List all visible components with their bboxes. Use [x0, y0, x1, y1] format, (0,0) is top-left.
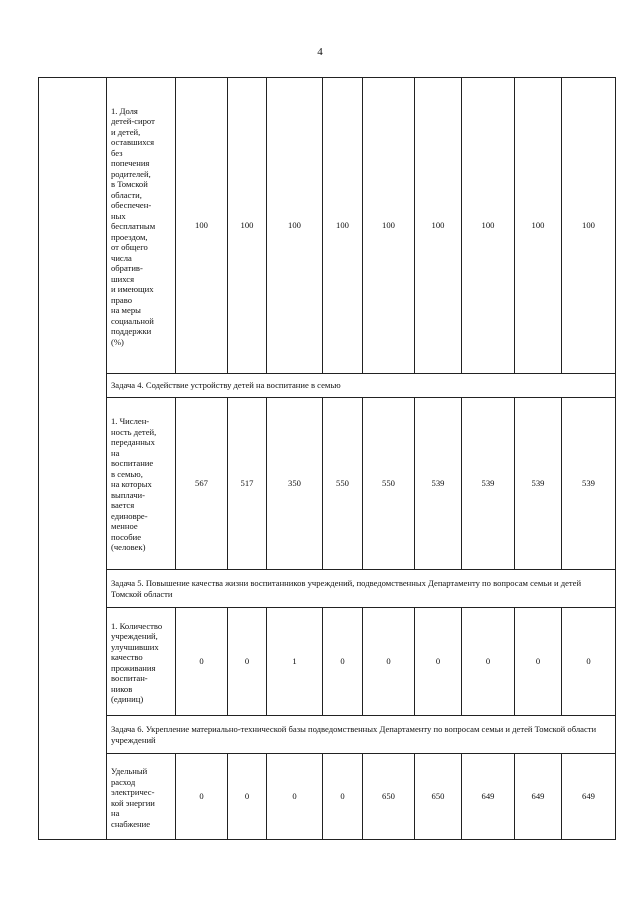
value-cell: 0: [323, 754, 363, 840]
task-heading: Задача 4. Содействие устройству детей на воспитание в семью: [107, 374, 616, 398]
value-cell: 650: [363, 754, 415, 840]
value-cell: 1: [267, 608, 323, 716]
task-row: [39, 570, 616, 608]
value-cell: 649: [462, 754, 515, 840]
value-cell: 567: [176, 398, 228, 570]
value-cell: 100: [415, 78, 462, 374]
value-cell: 100: [462, 78, 515, 374]
value-cell: 650: [415, 754, 462, 840]
value-cell: 550: [323, 398, 363, 570]
value-cell: 0: [562, 608, 616, 716]
indicator-label: 1. Количество учреждений, улучшивших качество проживания воспитан- ников (единиц): [107, 608, 176, 716]
indicator-label: 1. Числен- ность детей, переданных на воспитание в семью, на которых выплачи- вается единовре- менное пособие (человек): [107, 398, 176, 570]
value-cell: 350: [267, 398, 323, 570]
value-cell: 0: [267, 754, 323, 840]
value-cell: 0: [462, 608, 515, 716]
task-heading: Задача 5. Повышение качества жизни воспитанников учреждений, подведомственных Департаменту по вопросам семьи и детей Томской области: [107, 570, 616, 608]
value-cell: 0: [228, 754, 267, 840]
value-cell: 100: [562, 78, 616, 374]
value-cell: 550: [363, 398, 415, 570]
value-cell: 0: [515, 608, 562, 716]
value-cell: 539: [462, 398, 515, 570]
value-cell: 539: [515, 398, 562, 570]
value-cell: 539: [415, 398, 462, 570]
value-cell: 100: [323, 78, 363, 374]
value-cell: 0: [176, 608, 228, 716]
value-cell: 100: [228, 78, 267, 374]
task-heading: Задача 6. Укрепление материально-технической базы подведомственных Департаменту по вопросам семьи и детей Томской области учреждений: [107, 716, 616, 754]
table-row: [39, 608, 616, 716]
value-cell: 0: [415, 608, 462, 716]
indicators-table: [38, 77, 616, 840]
value-cell: 517: [228, 398, 267, 570]
table-row: [39, 754, 616, 840]
value-cell: 100: [363, 78, 415, 374]
value-cell: 0: [363, 608, 415, 716]
indicator-label: Удельный расход электричес- кой энергии на снабжение: [107, 754, 176, 840]
task-row: [39, 374, 616, 398]
value-cell: 100: [267, 78, 323, 374]
table-row: [39, 398, 616, 570]
value-cell: 539: [562, 398, 616, 570]
task-row: [39, 716, 616, 754]
indicator-label: 1. Доля детей-сирот и детей, оставшихся без попечения родителей, в Томской области, обеспечен- ных бесплатным проездом, от общего числа обратив- шихся и имеющих право на меры социальной поддержки (%): [107, 78, 176, 374]
left-merged-column: [39, 78, 107, 840]
value-cell: 649: [562, 754, 616, 840]
value-cell: 0: [176, 754, 228, 840]
value-cell: 0: [228, 608, 267, 716]
table-row: [39, 78, 616, 374]
value-cell: 649: [515, 754, 562, 840]
table-body: [39, 78, 616, 840]
page-number: 4: [317, 46, 323, 58]
value-cell: 0: [323, 608, 363, 716]
value-cell: 100: [515, 78, 562, 374]
value-cell: 100: [176, 78, 228, 374]
